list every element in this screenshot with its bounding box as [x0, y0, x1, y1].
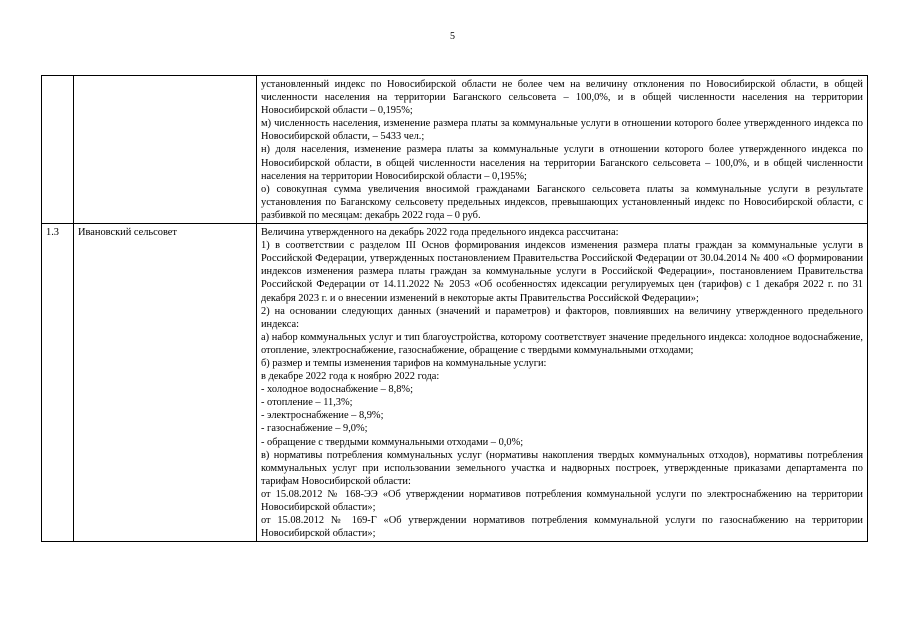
paragraph: м) численность населения, изменение размера платы за коммунальные услуги в отношении которого более утвержденного индекса по Новосибирской области, – 5433 чел.;: [261, 118, 863, 143]
row-number-cell: 1.3: [42, 224, 74, 542]
list-item: - отопление – 11,3%;: [261, 397, 353, 409]
list-item: - обращение с твердыми коммунальными отходами – 0,0%;: [261, 436, 524, 448]
paragraph: в декабре 2022 года к ноябрю 2022 года:: [261, 371, 440, 383]
document-table: [41, 75, 868, 542]
row-name-cell: Ивановский сельсовет: [74, 224, 257, 542]
row-text-cell: [257, 76, 868, 224]
paragraph: 2) на основании следующих данных (значений и параметров) и факторов, повлиявших на величину утвержденного предельного индекса:: [261, 305, 863, 330]
row-text-cell: [257, 224, 868, 542]
paragraph: от 15.08.2012 № 169-Г «Об утверждении нормативов потребления коммунальной услуги по газоснабжению на территории Новосибирской области»;: [261, 515, 863, 540]
paragraph: б) размер и темпы изменения тарифов на коммунальные услуги:: [261, 357, 547, 369]
paragraph: о) совокупная сумма увеличения вносимой гражданами Баганского сельсовета платы за коммунальные услуги в результате установления по Баганскому сельсовету предельных индексов, превышающих установленный индекс по Новосибирской области, с разбивкой по месяцам: декабрь 2022 года – 0 руб.: [261, 183, 863, 221]
paragraph: 1) в соответствии с разделом III Основ формирования индексов изменения размера платы граждан за коммунальные услуги в Российской Федерации, утвержденных постановлением Правительства Российской Федерации от 30.04.2014 № 400 «О формировании индексов изменения размера платы граждан за коммунальные услуги в Российской Федерации», постановлением Правительства Российской Федерации от 14.11.2022 № 2053 «Об особенностях идексации регулируемых цен (тарифов) с 1 декабря 2022 г. по 31 декабря 2023 г. и о внесении изменений в некоторые акты Правительства Российской Федерации»;: [261, 240, 863, 304]
paragraph: н) доля населения, изменение размера платы за коммунальные услуги в отношении которого более утвержденного индекса по Новосибирской области, в общей численности населения на территории Баганского сельсовета – 100,0%, и в общей численности населения на территории Новосибирской области – 0,195%;: [261, 144, 863, 182]
paragraph: в) нормативы потребления коммунальных услуг (нормативы накопления твердых коммунальных отходов), нормативы потребления коммунальных услуг при использовании земельного участка и надворных построек, утвержденные приказами департамента по тарифам Новосибирской области:: [261, 449, 863, 487]
list-item: - газоснабжение – 9,0%;: [261, 423, 368, 435]
table-row: [42, 224, 868, 542]
paragraph: а) набор коммунальных услуг и тип благоустройства, которому соответствует значение предельного индекса: холодное водоснабжение, отопление, электроснабжение, газоснабжение, обращение с твердыми коммунальными отходами;: [261, 331, 863, 356]
paragraph: Величина утвержденного на декабрь 2022 года предельного индекса рассчитана:: [261, 227, 619, 239]
table-row: [42, 76, 868, 224]
paragraph: установленный индекс по Новосибирской области не более чем на величину отклонения по Новосибирской области, в общей численности населения на территории Баганского сельсовета – 100,0%, и в общей численности населения на территории Новосибирской области – 0,195%;: [261, 79, 863, 117]
row-number-cell: [42, 76, 74, 224]
list-item: - холодное водоснабжение – 8,8%;: [261, 384, 413, 396]
paragraph: от 15.08.2012 № 168-ЭЭ «Об утверждении нормативов потребления коммунальной услуги по электроснабжению на территории Новосибирской области»;: [261, 488, 863, 513]
list-item: - электроснабжение – 8,9%;: [261, 410, 384, 422]
row-name-cell: [74, 76, 257, 224]
page-number: 5: [450, 31, 455, 42]
